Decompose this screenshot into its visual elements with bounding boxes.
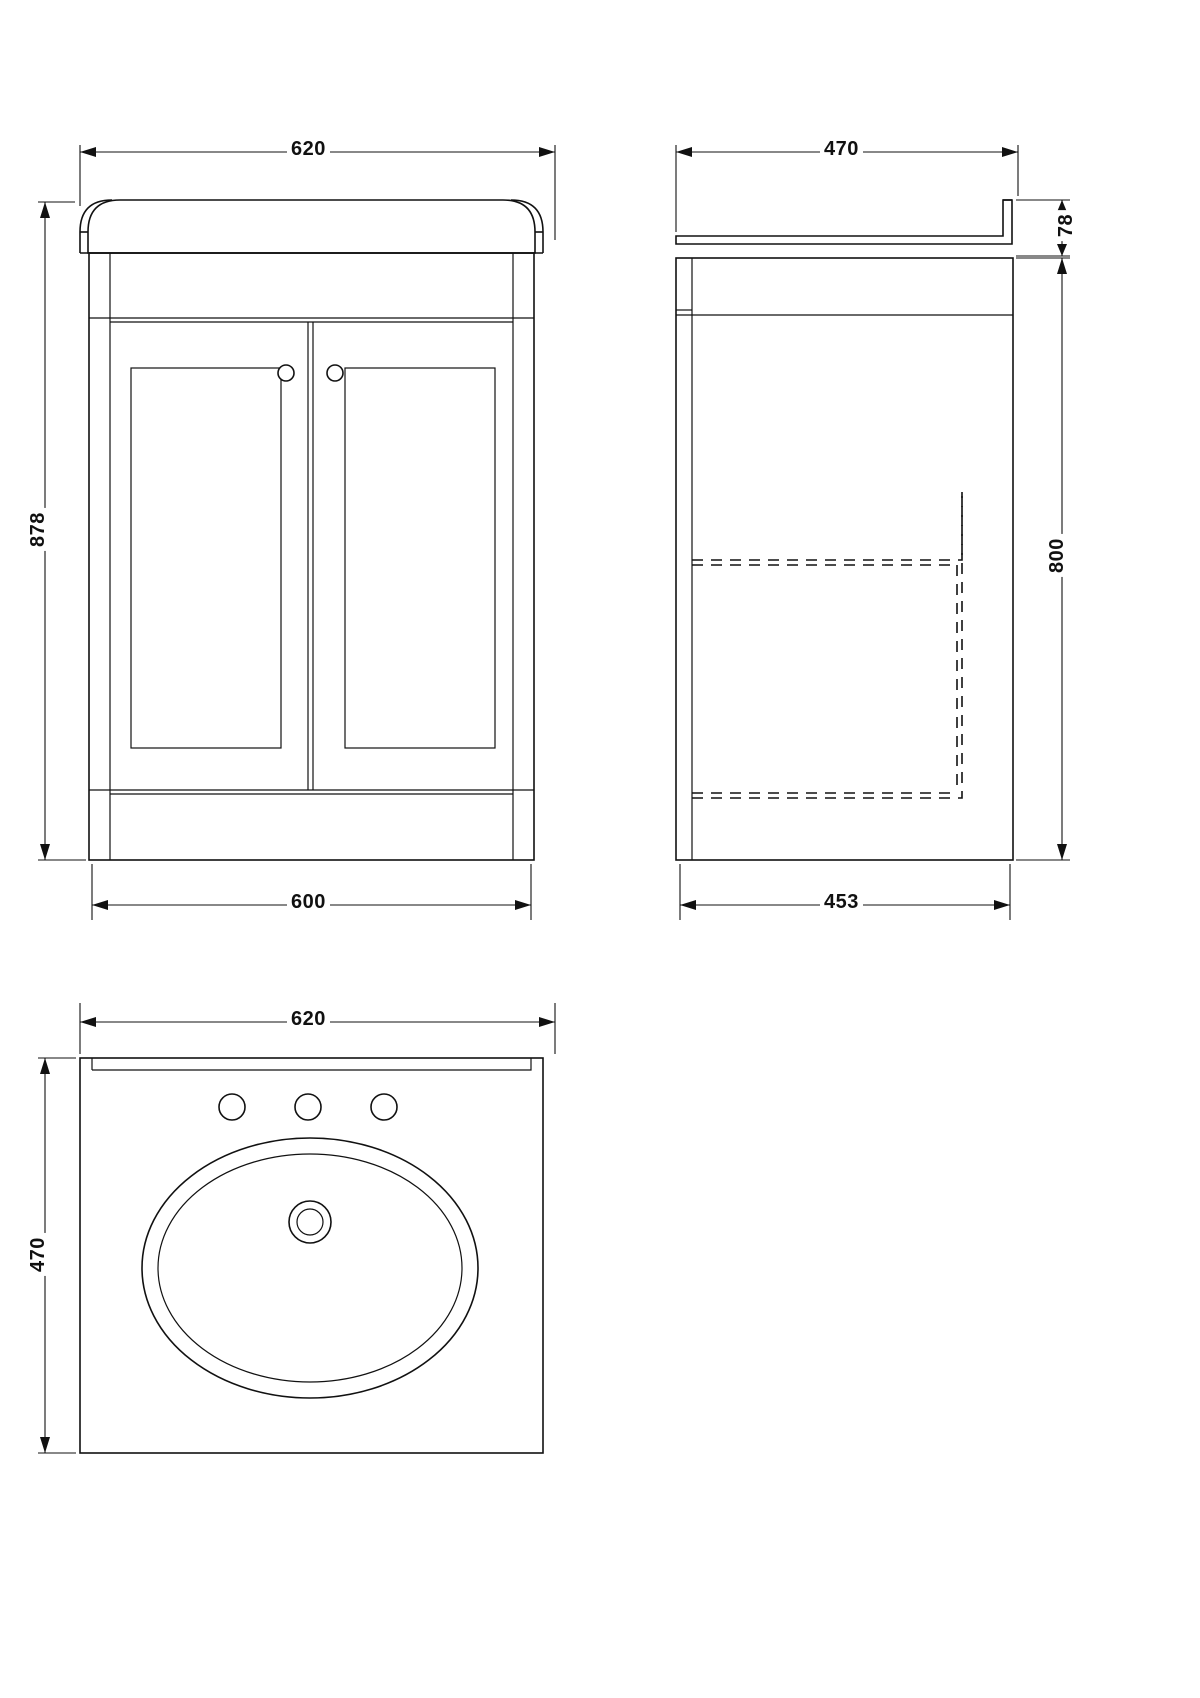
side-elevation-view: [676, 145, 1070, 920]
dimension-label-front-height: 878: [27, 508, 50, 551]
dimension-label-side-depth-bottom: 453: [820, 891, 863, 914]
front-cabinet-body: [89, 253, 534, 860]
front-door-right-panel: [345, 368, 495, 748]
plan-view: [38, 1003, 555, 1453]
front-door-left-panel: [131, 368, 281, 748]
dimension-label-front-width-bottom: 600: [287, 891, 330, 914]
dimension-label-side-cabinet-height: 800: [1046, 534, 1069, 577]
plan-bowl-inner: [158, 1154, 462, 1382]
plan-tap-hole-right: [371, 1094, 397, 1120]
front-door-knob-right: [327, 365, 343, 381]
dimension-label-side-depth-top: 470: [820, 138, 863, 161]
side-basin-top: [676, 200, 1012, 244]
side-hidden-basin-upper: [692, 492, 962, 560]
front-door-knob-left: [278, 365, 294, 381]
plan-basin-outline: [80, 1058, 543, 1453]
plan-tap-hole-left: [219, 1094, 245, 1120]
dimension-label-plan-depth: 470: [27, 1233, 50, 1276]
front-elevation-view: [38, 145, 555, 920]
dimension-label-plan-width: 620: [287, 1008, 330, 1031]
dimension-label-front-width-top: 620: [287, 138, 330, 161]
plan-waste-inner: [297, 1209, 323, 1235]
side-hidden-basin-lower: [692, 492, 962, 798]
dimension-label-side-basin-height: 78: [1055, 210, 1078, 241]
front-basin-top: [88, 200, 535, 253]
plan-waste-outer: [289, 1201, 331, 1243]
plan-tap-hole-centre: [295, 1094, 321, 1120]
plan-bowl-outer: [142, 1138, 478, 1398]
